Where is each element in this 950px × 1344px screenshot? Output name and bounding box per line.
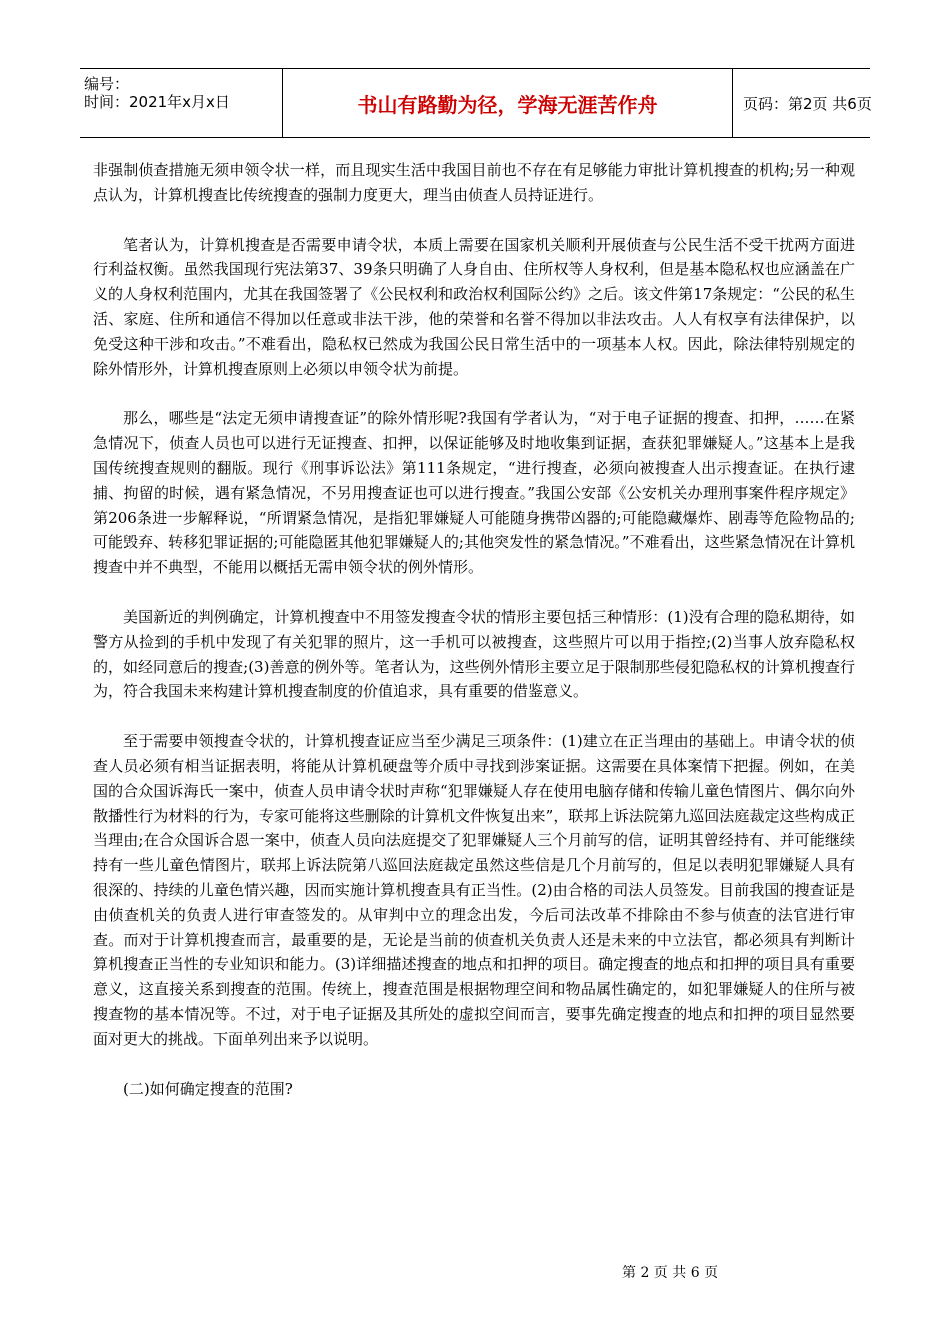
paragraph-5: 至于需要申领搜查令状的，计算机搜查证应当至少满足三项条件：(1)建立在正当理由的基础上。申请令状的侦查人员必须有相当证据表明，将能从计算机硬盘等介质中寻找到涉案证据。这需要在具体案情下把握。例如，在美国的合众国诉海氏一案中，侦查人员申请令状时声称“犯罪嫌疑人存在使用电脑存储和传输儿童色情图片、偶尔向外散播性行为材料的行为，专家可能将这些删除的计算机文件恢复出来”，联邦上诉法院第九巡回法庭裁定这些构成正当理由;在合众国诉合恩一案中，侦查人员向法庭提交了犯罪嫌疑人三个月前写的信，证明其曾经持有、并可能继续持有一些儿童色情图片，联邦上诉法院第八巡回法庭裁定虽然这些信是几个月前写的，但足以表明犯罪嫌疑人具有很深的、持续的儿童色情兴趣，因而实施计算机搜查具有正当性。(2)由合格的司法人员签发。目前我国的搜查证是由侦查机关的负责人进行审查签发的。从审判中立的理念出发，今后司法改革不排除由不参与侦查的法官进行审查。而对于计算机搜查而言，最重要的是，无论是当前的侦查机关负责人还是未来的中立法官，都必须具有判断计算机搜查正当性的专业知识和能力。(3)详细描述搜查的地点和扣押的项目。确定搜查的地点和扣押的项目具有重要意义，这直接关系到搜查的范围。传统上，搜查范围是根据物理空间和物品属性确定的，如犯罪嫌疑人的住所与被搜查物的基本情况等。不过，对于电子证据及其所处的虚拟空间而言，要事先确定搜查的地点和扣押的项目显然要面对更大的挑战。下面单列出来予以说明。 bbox=[93, 732, 855, 1048]
document-date-label: 时间：2021年x月x日 bbox=[84, 93, 230, 111]
page-header bbox=[80, 68, 870, 138]
paragraph-4: 美国新近的判例确定，计算机搜查中不用签发搜查令状的情形主要包括三种情形：(1)没有合理的隐私期待，如警方从捡到的手机中发现了有关犯罪的照片，这一手机可以被搜查，这些照片可以用于指控;(2)当事人放弃隐私权的，如经同意后的搜查;(3)善意的例外等。笔者认为，这些例外情形主要立足于限制那些侵犯隐私权的计算机搜查行为，符合我国未来构建计算机搜查制度的价值追求，具有重要的借鉴意义。 bbox=[93, 607, 855, 701]
section-heading: (二)如何确定搜查的范围? bbox=[123, 1079, 293, 1098]
document-number-label: 编号： bbox=[84, 75, 130, 93]
document-body bbox=[93, 158, 855, 1126]
paragraph-1: 非强制侦查措施无须申领令状一样，而且现实生活中我国目前也不存在有足够能力审批计算机搜查的机构;另一种观点认为，计算机搜查比传统搜查的强制力度更大，理当由侦查人员持证进行。 bbox=[93, 161, 855, 204]
header-page-number: 页码：第2页 共6页 bbox=[743, 94, 872, 113]
header-meta bbox=[80, 69, 283, 137]
header-motto: 书山有路勤为径，学海无涯苦作舟 bbox=[283, 69, 733, 137]
page-footer: 第 2 页 共 6 页 bbox=[622, 1265, 719, 1281]
paragraph-3: 那么，哪些是“法定无须申请搜查证”的除外情形呢?我国有学者认为，“对于电子证据的搜查、扣押，……在紧急情况下，侦查人员也可以进行无证搜查、扣押，以保证能够及时地收集到证据，查获犯罪嫌疑人。”这基本上是我国传统搜查规则的翻版。现行《刑事诉讼法》第111条规定，“进行搜查，必须向被搜查人出示搜查证。在执行逮捕、拘留的时候，遇有紧急情况，不另用搜查证也可以进行搜查。”我国公安部《公安机关办理刑事案件程序规定》第206条进一步解释说，“所谓紧急情况，是指犯罪嫌疑人可能随身携带凶器的;可能隐藏爆炸、剧毒等危险物品的;可能毁弃、转移犯罪证据的;可能隐匿其他犯罪嫌疑人的;其他突发性的紧急情况。”不难看出，这些紧急情况在计算机搜查中并不典型，不能用以概括无需申领令状的例外情形。 bbox=[93, 409, 855, 577]
paragraph-2: 笔者认为，计算机搜查是否需要申请令状，本质上需要在国家机关顺利开展侦查与公民生活不受干扰两方面进行利益权衡。虽然我国现行宪法第37、39条只明确了人身自由、住所权等人身权利，但是基本隐私权也应涵盖在广义的人身权利范围内，尤其在我国签署了《公民权利和政治权利国际公约》之后。该文件第17条规定：“公民的私生活、家庭、住所和通信不得加以任意或非法干涉，他的荣誉和名誉不得加以非法攻击。人人有权享有法律保护，以免受这种干涉和攻击。”不难看出，隐私权已然成为我国公民日常生活中的一项基本人权。因此，除法律特别规定的除外情形外，计算机搜查原则上必须以申领令状为前提。 bbox=[93, 235, 855, 378]
